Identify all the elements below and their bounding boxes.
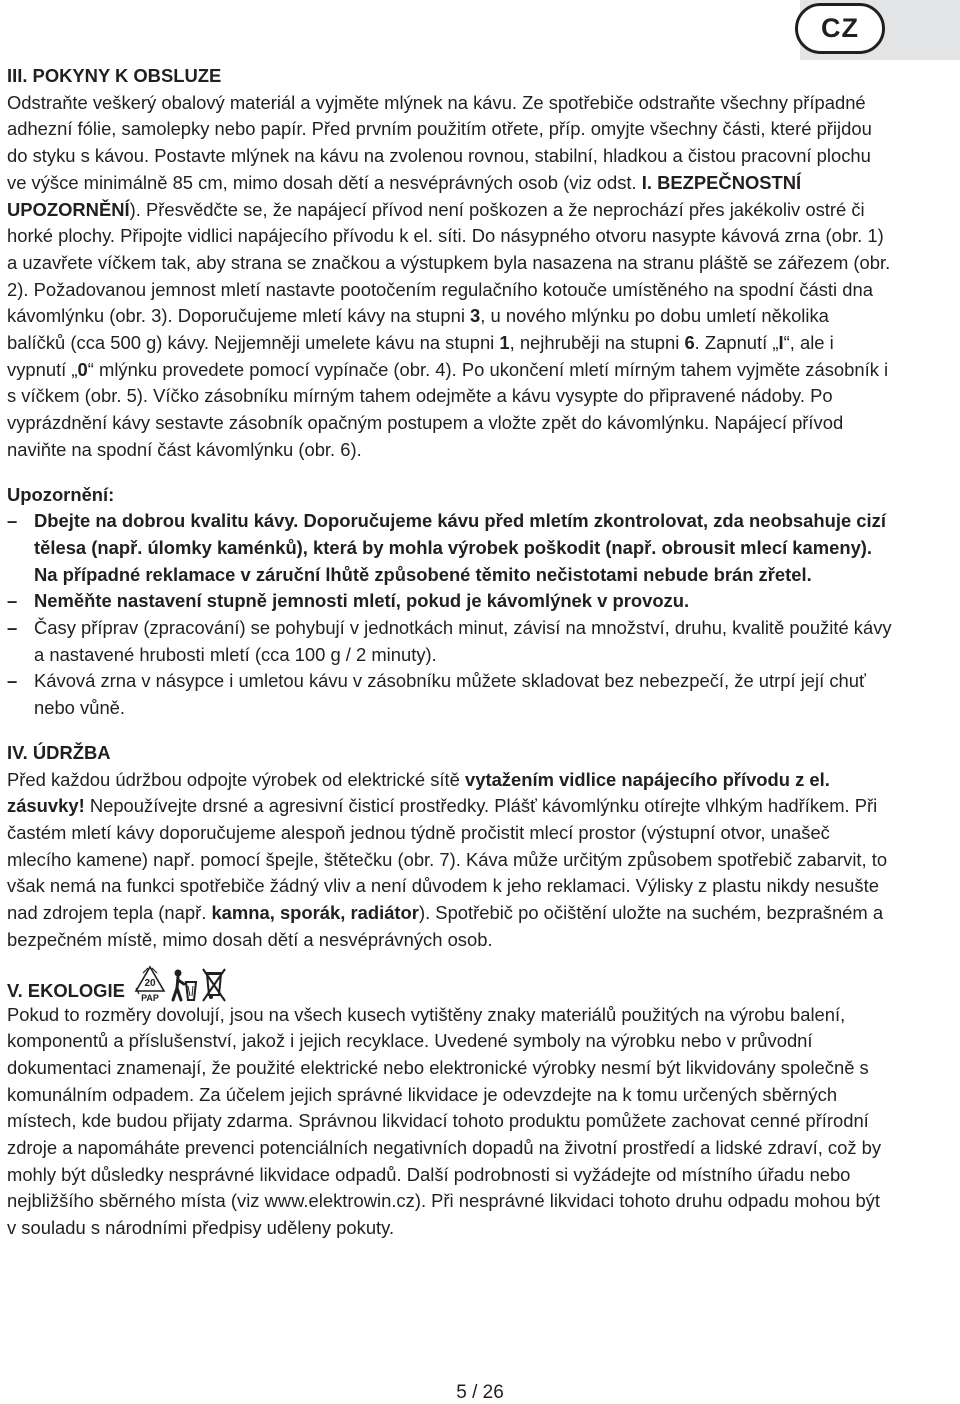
- bold-run: vytažením vidlice napájecího přívodu z el. zásuvky!: [7, 768, 830, 817]
- text-run: , nejhruběji na stupni: [509, 332, 685, 354]
- section-ecology: [7, 970, 892, 1242]
- warning-item-text: Neměňte nastavení stupně jemnosti mletí, pokud je kávomlýnek v provozu.: [34, 590, 690, 612]
- operation-paragraph: [7, 90, 892, 464]
- bold-run: kamna, sporák, radiátor: [211, 902, 419, 924]
- page-number: 5 / 26: [456, 1382, 504, 1403]
- text-run: Před každou údržbou odpojte výrobek od elektrické sítě: [7, 768, 465, 790]
- language-badge-label: CZ: [821, 13, 859, 43]
- warning-item-text: Kávová zrna v násypce i umletou kávu v zásobníku můžete skladovat bez nebezpečí, že utrpí její chuť nebo vůně.: [34, 670, 866, 719]
- ecology-icons: [133, 964, 227, 1002]
- text-run: ). Spotřebič po očištění uložte na suchém, bezprašném a bezpečném místě, mimo dosah dětí a nesvéprávných osob.: [7, 902, 884, 950]
- bold-run: I. BEZPEČNOSTNÍ UPOZORNĚNÍ: [7, 171, 802, 220]
- warning-title: Upozornění:: [7, 483, 115, 505]
- maintenance-paragraph: [7, 767, 892, 954]
- crossed-out-wheelie-bin-icon: [201, 968, 227, 1002]
- bold-run: 0: [77, 358, 88, 380]
- section-title-operation: III. POKYNY K OBSLUZE: [7, 65, 222, 86]
- ecology-heading-row: [7, 970, 892, 1002]
- warning-item: [7, 588, 892, 615]
- warning-item-text: Časy příprav (zpracování) se pohybují v jednotkách minut, závisí na množství, druhu, kvalitě použité kávy a nastavené hrubosti mletí (cca 100 g / 2 minuty).: [34, 617, 892, 665]
- recycle-material-label: PAP: [140, 992, 159, 1002]
- section-title-maintenance: IV. ÚDRŽBA: [7, 741, 111, 763]
- language-badge: [795, 3, 885, 54]
- bold-run: 3: [470, 305, 481, 327]
- warning-item-text: Dbejte na dobrou kvalitu kávy. Doporučujeme kávu před mletím zkontrolovat, zda neobsahuje cizí tělesa (např. úlomky kaménků), která by mohla výrobek poškodit (např. obrousit mlecí kameny). Na případné reklamace v záruční lhůtě způsobené těmito nečistotami nebude brán zřetel.: [34, 510, 886, 585]
- text-run: . Zapnutí „: [694, 332, 779, 354]
- text-run: Odstraňte veškerý obalový materiál a vyjměte mlýnek na kávu. Ze spotřebiče odstraňte všechny případné adhezní fólie, samolepky nebo papír. Před prvním použitím otřete, příp. omyjte všechny části, které přijdou do styku s kávou. Postavte mlýnek na kávu na zvolenou rovnou, stabilní, hladkou a čistou pracovní plochu ve výšce minimálně 85 cm, mimo dosah dětí a nesvéprávných osob (viz odst.: [7, 91, 872, 193]
- warning-item: [7, 668, 892, 721]
- text-run: “ mlýnku provedete pomocí vypínače (obr. 4). Po ukončení mletí mírným tahem vyjměte zásobník i s víčkem (obr. 5). Víčko zásobníku mírným tahem odejměte a kávu vysypte do připravené nádoby. Po vyprázdnění kávy sestavte zásobník opačným postupem a vložte zpět do kávomlýnku. Napájecí přívod naviňte na spodní část kávomlýnku (obr. 6).: [7, 358, 889, 460]
- text-run: “, ale i vypnutí „: [7, 332, 834, 380]
- bold-run: 6: [684, 332, 695, 354]
- warning-list: [7, 508, 892, 722]
- ecology-paragraph: Pokud to rozměry dovolují, jsou na všech kusech vytištěny znaky materiálů použitých na výrobu balení, komponentů a příslušenství, jakož i jejich recyklace. Uvedené symboly na výrobku nebo v průvodní dokumentaci znamenají, že použité elektrické nebo elektronické výrobky nesmí být likvidovány společně s komunálním odpadem. Za účelem jejich správné likvidace je odevzdejte na k tomu určených sběrných místech, kde budou přijaty zdarma. Správnou likvidací tohoto produktu pomůžete zachovat cenné přírodní zdroje a napomáháte prevenci potenciálních negativních dopadů na životní prostředí a lidské zdraví, což by mohly být důsledky nesprávné likvidace odpadů. Další podrobnosti si vyžádejte od místního úřadu nebo nejbližšího sběrného místa (viz www.elektrowin.cz). Při nesprávné likvidaci tohoto druhu odpadu mohou být v souladu s národními předpisy uděleny pokuty.: [7, 1003, 882, 1239]
- bold-run: 1: [499, 332, 510, 354]
- recycle-code-label: 20: [144, 977, 156, 989]
- section-warning: [7, 482, 892, 722]
- document-body: [7, 63, 892, 1242]
- section-operation: [7, 63, 892, 464]
- text-run: Nepoužívejte drsné a agresivní čisticí prostředky. Plášť kávomlýnku otírejte vlhkým hadříkem. Při častém mletí kávy doporučujeme alespoň jednou týdně pročistit mlecí prostor (výstupní otvor, unašeč mlecího kamene) např. pomocí špejle, štětečku (obr. 7). Káva může určitým způsobem spotřebič zabarvit, to však nemá na funkci spotřebiče žádný vliv a není důvodem k jeho reklamaci. Výlisky z plastu nikdy nesušte nad zdrojem tepla (např.: [7, 795, 888, 924]
- tidyman-icon: [169, 968, 199, 1002]
- warning-item: [7, 615, 892, 668]
- recycling-symbol-icon: [133, 964, 167, 1002]
- section-maintenance: [7, 740, 892, 954]
- warning-item: [7, 508, 892, 588]
- text-run: , u nového mlýnku po dobu umletí několika balíčků (cca 500 g) kávy. Nejjemněji umelete kávu na stupni: [7, 305, 829, 354]
- text-run: ). Přesvědčte se, že napájecí přívod není poškozen a že neprochází přes jakékoliv ostré či horké plochy. Připojte vidlici napájecího přívodu k el. síti. Do násypného otvoru nasypte kávová zrna (obr. 1) a uzavřete víčkem tak, aby strana se značkou a výstupkem byla nasazena na stranu pláště se zářezem (obr. 2). Požadovanou jemnost mletí nastavte pootočením regulačního kotouče umístěného na spodní části dna kávomlýnku (obr. 3). Doporučujeme mletí kávy na stupni: [7, 198, 891, 327]
- bold-run: I: [778, 332, 784, 354]
- section-title-ecology: V. EKOLOGIE: [7, 979, 125, 1001]
